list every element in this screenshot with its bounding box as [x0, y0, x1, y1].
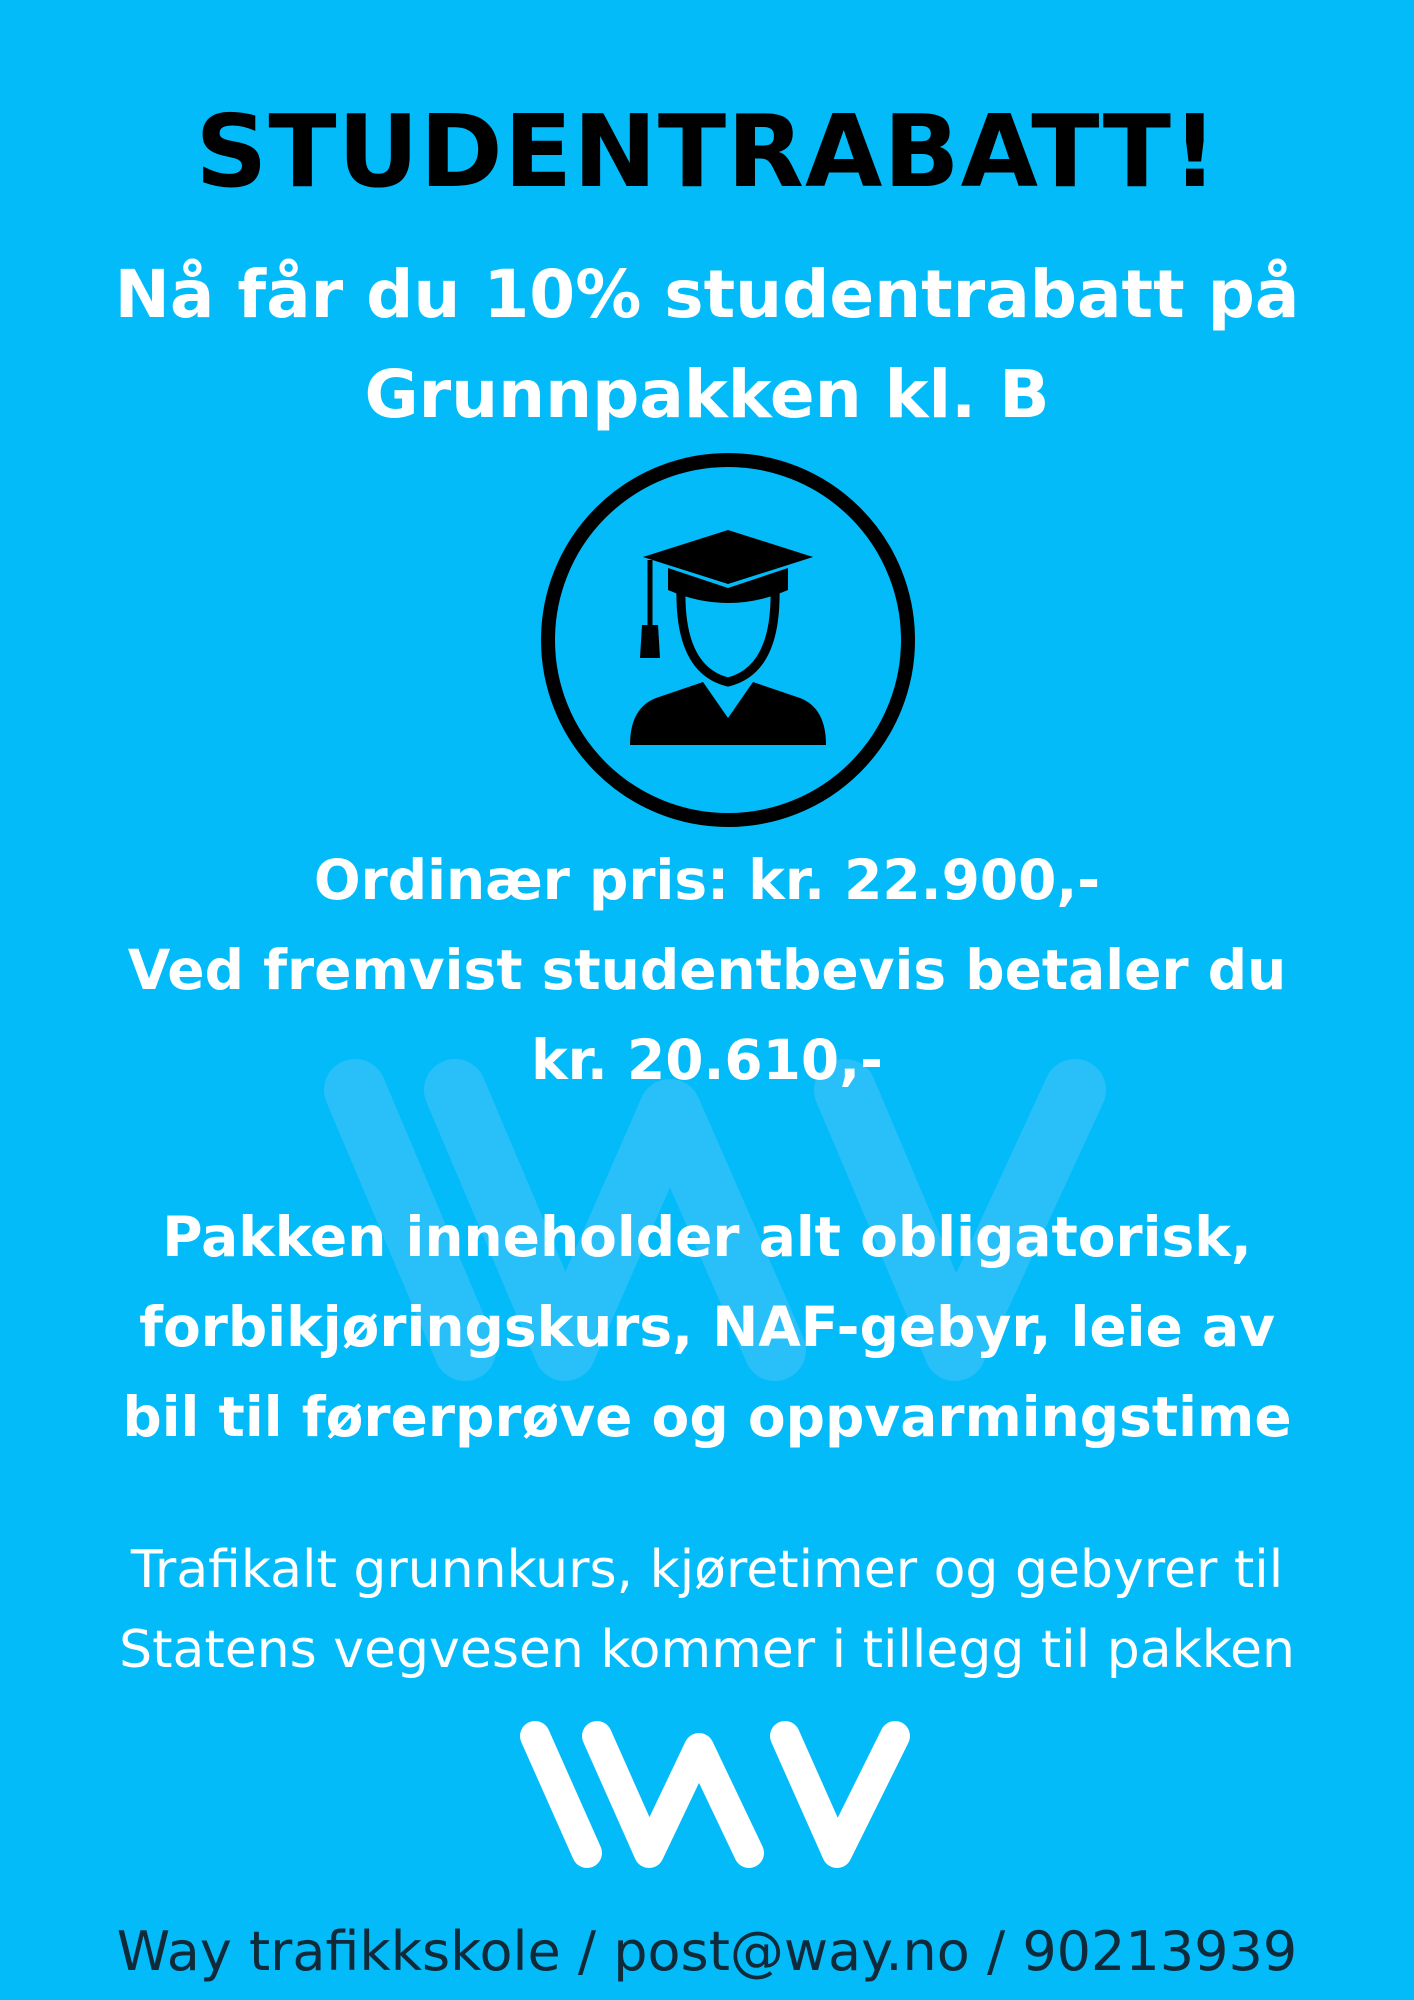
subtitle-line: Grunnpakken kl. B — [364, 356, 1050, 433]
package-contents — [0, 1192, 1414, 1462]
contents-line: forbikjøringskurs, NAF-gebyr, leie av — [139, 1295, 1275, 1359]
price-line: Ved fremvist studentbevis betaler du — [127, 938, 1287, 1002]
price-line: Ordinær pris: kr. 22.900,- — [313, 848, 1101, 912]
contents-line: bil til førerprøve og oppvarmingstime — [122, 1385, 1292, 1449]
poster-title: STUDENTRABATT! — [195, 93, 1219, 210]
graduate-student-icon — [538, 450, 918, 830]
additional-costs-note — [0, 1530, 1414, 1690]
price-info — [0, 835, 1414, 1105]
note-line: Trafikalt grunnkurs, kjøretimer og gebyrer til — [130, 1540, 1284, 1600]
note-line: Statens vegvesen kommer i tillegg til pakken — [119, 1620, 1295, 1680]
contact-footer: Way trafikkskole / post@way.no / 90213939 — [116, 1920, 1298, 1983]
way-logo — [517, 1718, 915, 1873]
poster-subtitle — [0, 245, 1414, 445]
price-line: kr. 20.610,- — [531, 1028, 883, 1092]
contents-line: Pakken inneholder alt obligatorisk, — [162, 1205, 1252, 1269]
subtitle-line: Nå får du 10% studentrabatt på — [114, 256, 1300, 333]
